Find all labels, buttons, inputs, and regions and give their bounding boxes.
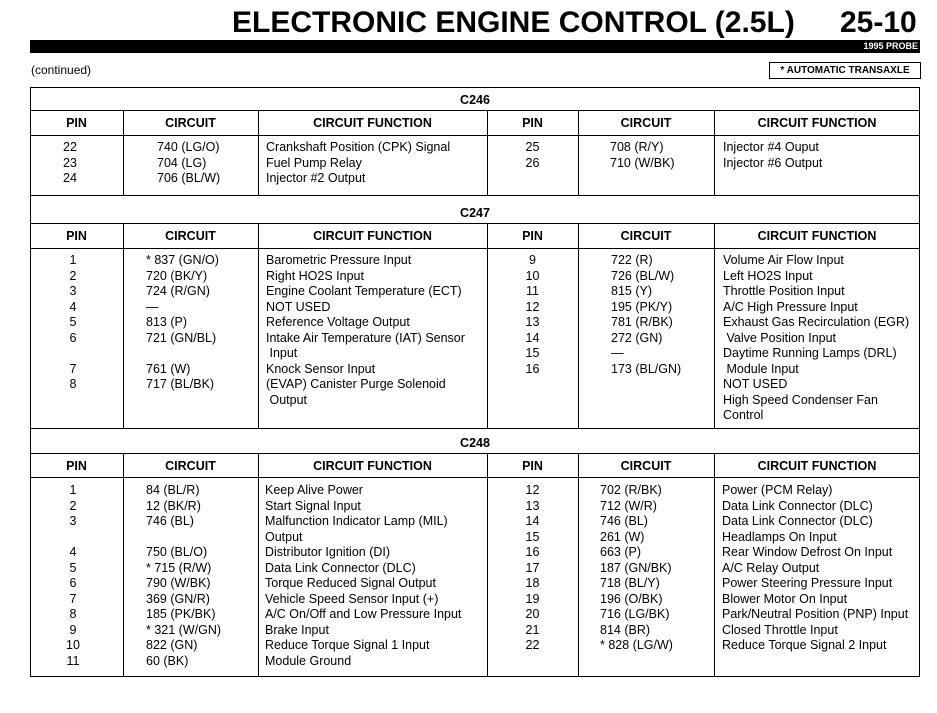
column-header-pin: PIN bbox=[522, 459, 543, 473]
c246-right-pins: 25 26 bbox=[525, 140, 540, 170]
column-header-function: CIRCUIT FUNCTION bbox=[313, 459, 432, 473]
c247-title-rule bbox=[30, 223, 920, 224]
c247-right-circuits: 722 (R) 726 (BL/W) 815 (Y) 195 (PK/Y) 781 (R/BK) 272 (GN) — 173 (BL/GN) bbox=[611, 253, 682, 376]
column-header-circuit: CIRCUIT bbox=[620, 116, 672, 130]
c248-right-functions: Power (PCM Relay) Data Link Connector (DLC) Data Link Connector (DLC) Headlamps On Input Rear Window Defrost On Input A/C Relay Output Power Steering Pressure Input Blower Motor On Input Park/Neutral Position (PNP) Input Closed Throttle Input Reduce Torque Signal 2 Input bbox=[722, 483, 909, 652]
c246-right-circuits: 708 (R/Y) 710 (W/BK) bbox=[610, 140, 675, 170]
connector-title-c248: C248 bbox=[460, 436, 490, 450]
c248-left-functions: Keep Alive Power Start Signal Input Malfunction Indicator Lamp (MIL) Output Distributor Ignition (DI) Data Link Connector (DLC) Torque Reduced Signal Output Vehicle Speed Sensor Input (+) A/C On/Off and Low Pressure Input Brake Input Reduce Torque Signal 1 Input Module Ground bbox=[265, 483, 462, 668]
c247-top-rule bbox=[30, 195, 920, 196]
column-header-circuit: CIRCUIT bbox=[620, 229, 672, 243]
column-header-pin: PIN bbox=[522, 116, 543, 130]
c246-left-pins: 22 23 24 bbox=[63, 140, 77, 185]
column-header-circuit: CIRCUIT bbox=[620, 459, 672, 473]
connector-title-c246: C246 bbox=[460, 93, 490, 107]
c248-left-pins: 1 2 3 4 5 6 7 8 9 10 11 bbox=[66, 483, 80, 668]
c247-left-functions: Barometric Pressure Input Right HO2S Input Engine Coolant Temperature (ECT) NOT USED Reference Voltage Output Intake Air Temperature (IAT) Sensor Input Knock Sensor Input (EVAP) Canister Purge Solenoid Output bbox=[266, 253, 465, 407]
c246-header-rule bbox=[30, 135, 920, 136]
c248-top-rule bbox=[30, 428, 920, 429]
c247-divider bbox=[123, 223, 124, 428]
vehicle-label: 1995 PROBE bbox=[863, 41, 918, 51]
c248-divider bbox=[123, 453, 124, 677]
c248-divider bbox=[714, 453, 715, 677]
c246-right-functions: Injector #4 Ouput Injector #6 Output bbox=[723, 140, 823, 170]
c248-header-rule bbox=[30, 477, 920, 478]
c247-left-pins: 1 2 3 4 5 6 7 8 bbox=[69, 253, 77, 391]
column-header-pin: PIN bbox=[522, 229, 543, 243]
column-header-circuit: CIRCUIT bbox=[165, 459, 216, 473]
c248-right-circuits: 702 (R/BK) 712 (W/R) 746 (BL) 261 (W) 663 (P) 187 (GN/BK) 718 (BL/Y) 196 (O/BK) 716 (LG/BK) 814 (BR) * 828 (LG/W) bbox=[600, 483, 673, 652]
c247-right-pins: 9 10 11 12 13 14 15 16 bbox=[525, 253, 540, 376]
column-header-function: CIRCUIT FUNCTION bbox=[757, 116, 877, 130]
c246-title-rule bbox=[30, 110, 920, 111]
column-header-pin: PIN bbox=[66, 229, 87, 243]
c247-divider bbox=[258, 223, 259, 428]
column-header-circuit: CIRCUIT bbox=[165, 229, 216, 243]
automatic-transaxle-note: * AUTOMATIC TRANSAXLE bbox=[769, 62, 921, 79]
continued-label: (continued) bbox=[31, 63, 92, 77]
c247-right-functions: Volume Air Flow Input Left HO2S Input Throttle Position Input A/C High Pressure Input Exhaust Gas Recirculation (EGR) Valve Position Input Daytime Running Lamps (DRL) Module Input NOT USED High Speed Condenser Fan Control bbox=[723, 253, 910, 422]
header-rule bbox=[30, 40, 920, 53]
column-header-function: CIRCUIT FUNCTION bbox=[757, 459, 877, 473]
column-header-pin: PIN bbox=[66, 459, 87, 473]
c247-divider bbox=[714, 223, 715, 428]
page-title: ELECTRONIC ENGINE CONTROL (2.5L) bbox=[232, 6, 795, 39]
c248-left-circuits: 84 (BL/R) 12 (BK/R) 746 (BL) 750 (BL/O) * 715 (R/W) 790 (W/BK) 369 (GN/R) 185 (PK/BK) * 321 (W/GN) 822 (GN) 60 (BK) bbox=[146, 483, 222, 668]
connector-title-c247: C247 bbox=[460, 206, 490, 220]
column-header-function: CIRCUIT FUNCTION bbox=[313, 116, 432, 130]
column-header-circuit: CIRCUIT bbox=[165, 116, 216, 130]
c247-left-circuits: * 837 (GN/O) 720 (BK/Y) 724 (R/GN) — 813 (P) 721 (GN/BL) 761 (W) 717 (BL/BK) bbox=[146, 253, 219, 391]
column-header-function: CIRCUIT FUNCTION bbox=[313, 229, 432, 243]
c247-header-rule bbox=[30, 248, 920, 249]
column-header-pin: PIN bbox=[66, 116, 87, 130]
c247-divider bbox=[487, 223, 488, 428]
c246-left-circuits: 740 (LG/O) 704 (LG) 706 (BL/W) bbox=[157, 140, 221, 185]
c248-divider bbox=[258, 453, 259, 677]
c248-divider bbox=[578, 453, 579, 677]
c247-divider bbox=[578, 223, 579, 428]
page-number: 25-10 bbox=[840, 6, 917, 39]
c248-title-rule bbox=[30, 453, 920, 454]
c248-divider bbox=[487, 453, 488, 677]
c248-right-pins: 12 13 14 15 16 17 18 19 20 21 22 bbox=[525, 483, 540, 652]
column-header-function: CIRCUIT FUNCTION bbox=[757, 229, 877, 243]
c246-left-functions: Crankshaft Position (CPK) Signal Fuel Pump Relay Injector #2 Output bbox=[266, 140, 451, 185]
